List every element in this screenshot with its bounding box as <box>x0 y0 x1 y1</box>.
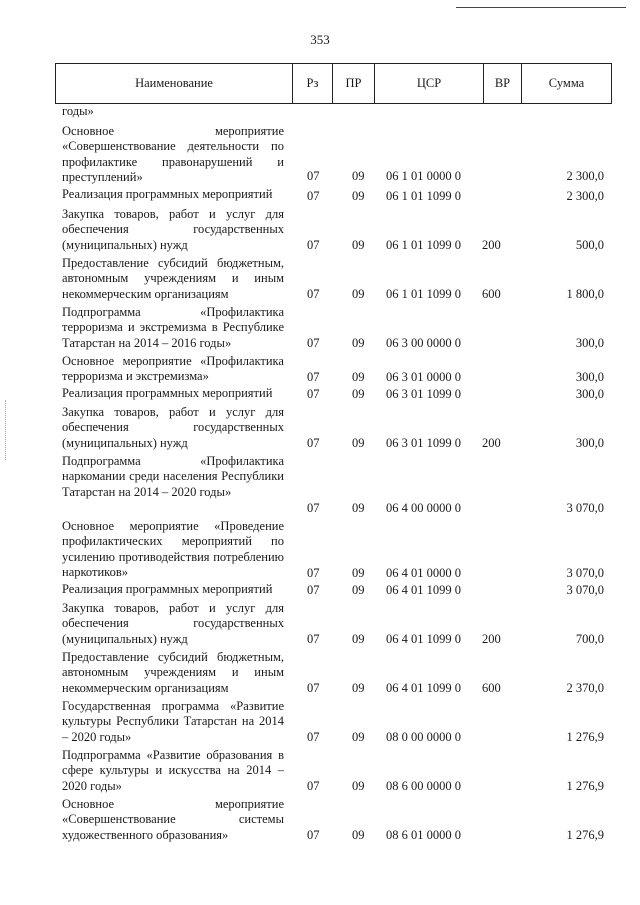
row-sum: 1 276,9 <box>566 778 604 793</box>
table-row <box>0 598 640 647</box>
row-pr: 09 <box>352 335 365 350</box>
header-rz: Рз <box>293 64 333 104</box>
row-csr: 06 4 01 1099 0 <box>386 582 461 597</box>
row-pr: 09 <box>352 500 365 515</box>
row-csr: 06 4 01 1099 0 <box>386 631 461 646</box>
row-name: Закупка товаров, работ и услуг для обеспечения государственных (муниципальных) нужд <box>62 207 284 252</box>
row-vr: 600 <box>482 286 501 301</box>
table-row <box>0 122 640 184</box>
row-rz: 07 <box>307 565 320 580</box>
table-row <box>0 647 640 696</box>
row-name: Основное мероприятие «Проведение профилактических мероприятий по усилению противодействия потреблению наркотиков» <box>62 519 284 580</box>
row-sum: 1 276,9 <box>566 729 604 744</box>
row-pr: 09 <box>352 827 365 842</box>
row-csr: 06 4 00 0000 0 <box>386 500 461 515</box>
scan-edge-line <box>456 7 626 8</box>
row-pr: 09 <box>352 729 365 744</box>
row-csr: 06 1 01 1099 0 <box>386 237 461 252</box>
row-csr: 06 3 01 0000 0 <box>386 369 461 384</box>
row-vr: 200 <box>482 631 501 646</box>
row-csr: 06 1 01 0000 0 <box>386 168 461 183</box>
row-pr: 09 <box>352 369 365 384</box>
row-name: Основное мероприятие «Совершенствование системы художественного образования» <box>62 797 284 842</box>
table-row <box>0 302 640 351</box>
row-sum: 3 070,0 <box>566 582 604 597</box>
row-rz: 07 <box>307 386 320 401</box>
row-pr: 09 <box>352 565 365 580</box>
row-csr: 06 1 01 1099 0 <box>386 286 461 301</box>
row-sum: 500,0 <box>575 237 604 252</box>
budget-table-body <box>0 104 640 843</box>
row-rz: 07 <box>307 369 320 384</box>
header-pr: ПР <box>333 64 375 104</box>
row-rz: 07 <box>307 500 320 515</box>
row-sum: 300,0 <box>575 369 604 384</box>
table-row <box>0 402 640 451</box>
row-rz: 07 <box>307 582 320 597</box>
row-rz: 07 <box>307 631 320 646</box>
row-rz: 07 <box>307 435 320 450</box>
row-sum: 700,0 <box>575 631 604 646</box>
row-name: годы» <box>62 104 94 118</box>
header-sum: Сумма <box>522 64 612 104</box>
row-rz: 07 <box>307 286 320 301</box>
table-row <box>0 794 640 843</box>
row-sum: 300,0 <box>575 435 604 450</box>
table-row <box>0 581 640 598</box>
table-row <box>0 385 640 402</box>
row-sum: 1 800,0 <box>566 286 604 301</box>
row-sum: 300,0 <box>575 335 604 350</box>
row-csr: 08 6 00 0000 0 <box>386 778 461 793</box>
row-pr: 09 <box>352 237 365 252</box>
table-row <box>0 351 640 385</box>
row-name: Предоставление субсидий бюджетным, автономным учреждениям и иным некоммерческим организациям <box>62 650 284 695</box>
row-rz: 07 <box>307 168 320 183</box>
row-csr: 06 4 01 0000 0 <box>386 565 461 580</box>
table-header <box>55 63 612 104</box>
row-pr: 09 <box>352 582 365 597</box>
row-rz: 07 <box>307 827 320 842</box>
row-pr: 09 <box>352 435 365 450</box>
row-name: Основное мероприятие «Профилактика терроризма и экстремизма» <box>62 354 284 384</box>
table-row <box>0 696 640 745</box>
table-row <box>0 745 640 794</box>
header-name: Наименование <box>56 64 293 104</box>
row-csr: 06 4 01 1099 0 <box>386 680 461 695</box>
row-rz: 07 <box>307 729 320 744</box>
row-csr: 06 1 01 1099 0 <box>386 188 461 203</box>
row-pr: 09 <box>352 168 365 183</box>
row-name: Подпрограмма «Профилактика наркомании среди населения Республики Татарстан на 2014 – 2020 годы» <box>62 454 284 499</box>
table-row <box>0 204 640 253</box>
row-pr: 09 <box>352 286 365 301</box>
row-sum: 1 276,9 <box>566 827 604 842</box>
row-sum: 300,0 <box>575 386 604 401</box>
table-row <box>0 451 640 516</box>
row-csr: 06 3 01 1099 0 <box>386 386 461 401</box>
row-name: Подпрограмма «Развитие образования в сфере культуры и искусства на 2014 – 2020 годы» <box>62 748 284 793</box>
row-name: Предоставление субсидий бюджетным, автономным учреждениям и иным некоммерческим организациям <box>62 256 284 301</box>
row-pr: 09 <box>352 631 365 646</box>
row-rz: 07 <box>307 237 320 252</box>
table-row <box>0 253 640 302</box>
row-csr: 06 3 01 1099 0 <box>386 435 461 450</box>
row-vr: 200 <box>482 237 501 252</box>
row-vr: 200 <box>482 435 501 450</box>
row-vr: 600 <box>482 680 501 695</box>
table-row <box>0 516 640 581</box>
table-row <box>0 184 640 204</box>
row-csr: 08 0 00 0000 0 <box>386 729 461 744</box>
row-pr: 09 <box>352 386 365 401</box>
row-pr: 09 <box>352 778 365 793</box>
header-csr: ЦСР <box>375 64 484 104</box>
row-rz: 07 <box>307 335 320 350</box>
row-name: Подпрограмма «Профилактика терроризма и экстремизма в Республике Татарстан на 2014 – 2016 годы» <box>62 305 284 350</box>
row-sum: 3 070,0 <box>566 500 604 515</box>
row-rz: 07 <box>307 778 320 793</box>
row-sum: 2 370,0 <box>566 680 604 695</box>
row-name: Закупка товаров, работ и услуг для обеспечения государственных (муниципальных) нужд <box>62 405 284 450</box>
row-name: Реализация программных мероприятий <box>62 582 273 596</box>
row-name: Реализация программных мероприятий <box>62 187 273 201</box>
row-sum: 3 070,0 <box>566 565 604 580</box>
header-vr: ВР <box>484 64 522 104</box>
row-rz: 07 <box>307 188 320 203</box>
row-csr: 06 3 00 0000 0 <box>386 335 461 350</box>
row-name: Реализация программных мероприятий <box>62 386 273 400</box>
row-pr: 09 <box>352 680 365 695</box>
row-rz: 07 <box>307 680 320 695</box>
row-pr: 09 <box>352 188 365 203</box>
row-name: Закупка товаров, работ и услуг для обеспечения государственных (муниципальных) нужд <box>62 601 284 646</box>
row-name: Государственная программа «Развитие культуры Республики Татарстан на 2014 – 2020 годы» <box>62 699 284 744</box>
page-number: 353 <box>310 32 330 47</box>
row-sum: 2 300,0 <box>566 188 604 203</box>
row-name: Основное мероприятие «Совершенствование деятельности по профилактике правонарушений и преступлений» <box>62 124 284 185</box>
row-csr: 08 6 01 0000 0 <box>386 827 461 842</box>
row-sum: 2 300,0 <box>566 168 604 183</box>
table-row <box>0 104 640 122</box>
